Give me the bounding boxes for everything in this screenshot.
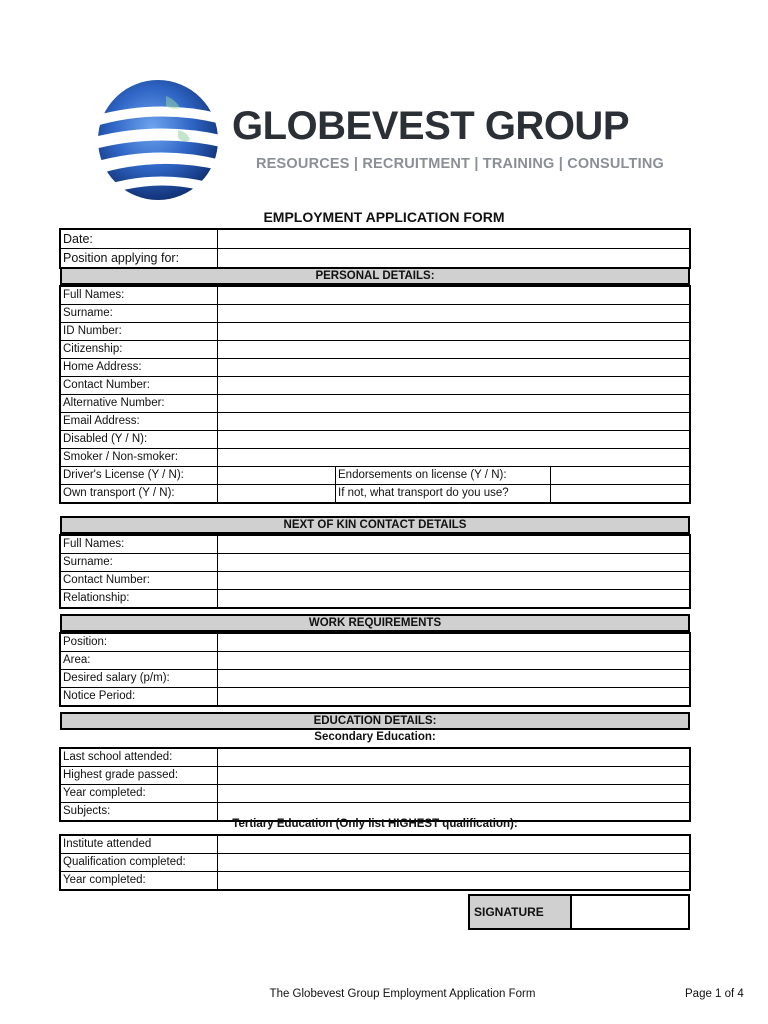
disabled-input[interactable] bbox=[218, 431, 690, 449]
field-label: Year completed: bbox=[61, 872, 218, 890]
page-number: Page 1 of 4 bbox=[685, 988, 744, 1000]
date-row bbox=[61, 230, 690, 249]
section-work-requirements: WORK REQUIREMENTS bbox=[60, 614, 690, 632]
work-area-input[interactable] bbox=[218, 652, 690, 670]
contact-number-input[interactable] bbox=[218, 377, 690, 395]
field-label: If not, what transport do you use? bbox=[336, 485, 551, 503]
field-label: Full Names: bbox=[61, 287, 218, 305]
table-row bbox=[61, 359, 690, 377]
field-label: Email Address: bbox=[61, 413, 218, 431]
table-row bbox=[61, 785, 690, 803]
kin-contact-number-input[interactable] bbox=[218, 572, 690, 590]
signature-label: SIGNATURE bbox=[470, 896, 572, 928]
work-requirements-table bbox=[60, 633, 690, 706]
home-address-input[interactable] bbox=[218, 359, 690, 377]
field-label: Position: bbox=[61, 634, 218, 652]
field-label: Surname: bbox=[61, 554, 218, 572]
table-row bbox=[61, 341, 690, 359]
desired-salary-input[interactable] bbox=[218, 670, 690, 688]
last-school-input[interactable] bbox=[218, 749, 690, 767]
next-of-kin-table bbox=[60, 535, 690, 608]
highest-grade-input[interactable] bbox=[218, 767, 690, 785]
own-transport-input[interactable] bbox=[218, 485, 336, 503]
transport-used-input[interactable] bbox=[551, 485, 690, 503]
email-address-input[interactable] bbox=[218, 413, 690, 431]
full-names-input[interactable] bbox=[218, 287, 690, 305]
drivers-license-input[interactable] bbox=[218, 467, 336, 485]
field-label: Relationship: bbox=[61, 590, 218, 608]
section-education-details: EDUCATION DETAILS: bbox=[60, 712, 690, 730]
surname-input[interactable] bbox=[218, 305, 690, 323]
table-row bbox=[61, 413, 690, 431]
field-label: Qualification completed: bbox=[61, 854, 218, 872]
personal-details-table bbox=[60, 286, 690, 503]
table-row bbox=[61, 872, 690, 890]
field-label: Full Names: bbox=[61, 536, 218, 554]
tertiary-education-table bbox=[60, 835, 690, 890]
top-fields-table bbox=[60, 229, 690, 268]
field-label: Surname: bbox=[61, 305, 218, 323]
table-row bbox=[61, 634, 690, 652]
table-row bbox=[61, 767, 690, 785]
table-row bbox=[61, 395, 690, 413]
field-label: Subjects: bbox=[61, 803, 218, 821]
table-row bbox=[61, 323, 690, 341]
endorsements-input[interactable] bbox=[551, 467, 690, 485]
field-label: Contact Number: bbox=[61, 377, 218, 395]
id-number-input[interactable] bbox=[218, 323, 690, 341]
table-row bbox=[61, 572, 690, 590]
table-row bbox=[61, 287, 690, 305]
table-row bbox=[61, 377, 690, 395]
field-label: Citizenship: bbox=[61, 341, 218, 359]
table-row bbox=[61, 467, 690, 485]
field-label: Area: bbox=[61, 652, 218, 670]
secondary-year-input[interactable] bbox=[218, 785, 690, 803]
field-label: Endorsements on license (Y / N): bbox=[336, 467, 551, 485]
date-input[interactable] bbox=[218, 230, 690, 249]
section-personal-details: PERSONAL DETAILS: bbox=[60, 267, 690, 285]
position-input[interactable] bbox=[218, 249, 690, 268]
field-label: Desired salary (p/m): bbox=[61, 670, 218, 688]
table-row bbox=[61, 485, 690, 503]
field-label: Alternative Number: bbox=[61, 395, 218, 413]
institute-input[interactable] bbox=[218, 836, 690, 854]
table-row bbox=[61, 749, 690, 767]
brand-tagline: RESOURCES | RECRUITMENT | TRAINING | CONSULTING bbox=[256, 156, 664, 172]
table-row bbox=[61, 652, 690, 670]
field-label: Date: bbox=[61, 230, 218, 249]
table-row bbox=[61, 536, 690, 554]
position-row bbox=[61, 249, 690, 268]
globe-logo-icon bbox=[88, 76, 228, 204]
kin-full-names-input[interactable] bbox=[218, 536, 690, 554]
table-row bbox=[61, 688, 690, 706]
table-row bbox=[61, 305, 690, 323]
field-label: Institute attended bbox=[61, 836, 218, 854]
field-label: Driver's License (Y / N): bbox=[61, 467, 218, 485]
footer-title: The Globevest Group Employment Application Form bbox=[269, 988, 536, 1000]
table-row bbox=[61, 431, 690, 449]
notice-period-input[interactable] bbox=[218, 688, 690, 706]
section-next-of-kin: NEXT OF KIN CONTACT DETAILS bbox=[60, 516, 690, 534]
field-label: Disabled (Y / N): bbox=[61, 431, 218, 449]
kin-relationship-input[interactable] bbox=[218, 590, 690, 608]
tertiary-education-heading: Tertiary Education (Only list HIGHEST qualification): bbox=[232, 818, 518, 830]
field-label: Highest grade passed: bbox=[61, 767, 218, 785]
field-label: Position applying for: bbox=[61, 249, 218, 268]
signature-box bbox=[468, 894, 690, 930]
table-row bbox=[61, 590, 690, 608]
field-label: Home Address: bbox=[61, 359, 218, 377]
field-label: Smoker / Non-smoker: bbox=[61, 449, 218, 467]
work-position-input[interactable] bbox=[218, 634, 690, 652]
alternative-number-input[interactable] bbox=[218, 395, 690, 413]
table-row bbox=[61, 670, 690, 688]
brand-name: GLOBEVEST GROUP bbox=[232, 104, 629, 148]
form-title: EMPLOYMENT APPLICATION FORM bbox=[263, 209, 505, 225]
field-label: Last school attended: bbox=[61, 749, 218, 767]
table-row bbox=[61, 836, 690, 854]
secondary-education-table bbox=[60, 748, 690, 821]
qualification-input[interactable] bbox=[218, 854, 690, 872]
tertiary-year-input[interactable] bbox=[218, 872, 690, 890]
field-label: Contact Number: bbox=[61, 572, 218, 590]
table-row bbox=[61, 854, 690, 872]
field-label: ID Number: bbox=[61, 323, 218, 341]
kin-surname-input[interactable] bbox=[218, 554, 690, 572]
table-row bbox=[61, 449, 690, 467]
secondary-education-heading: Secondary Education: bbox=[314, 731, 436, 743]
table-row bbox=[61, 554, 690, 572]
citizenship-input[interactable] bbox=[218, 341, 690, 359]
signature-field[interactable] bbox=[572, 896, 688, 928]
field-label: Year completed: bbox=[61, 785, 218, 803]
smoker-input[interactable] bbox=[218, 449, 690, 467]
field-label: Own transport (Y / N): bbox=[61, 485, 218, 503]
field-label: Notice Period: bbox=[61, 688, 218, 706]
